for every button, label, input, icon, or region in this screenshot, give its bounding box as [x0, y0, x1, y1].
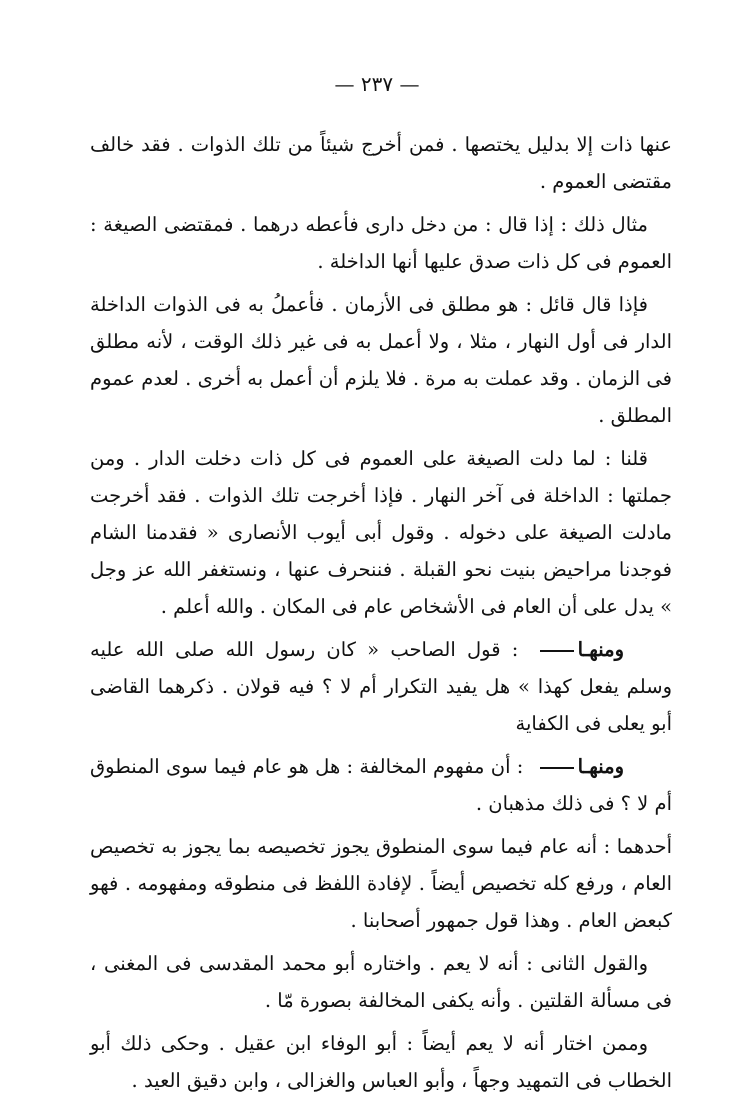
- paragraph: [90, 440, 672, 625]
- paragraph-text: مثال ذلك : إذا قال : من دخل دارى فأعطه درهما . فمقتضى الصيغة : العموم فى كل ذات صدق عليها أنها الداخلة .: [90, 213, 672, 273]
- paragraph: [90, 748, 672, 822]
- paragraph: [90, 1025, 672, 1099]
- paragraph: [90, 206, 672, 280]
- body-text: [90, 126, 672, 1105]
- paragraph-text: عنها ذات إلا بدليل يختصها . فمن أخرج شيئاً من تلك الذوات . فقد خالف مقتضى العموم .: [90, 133, 672, 193]
- paragraph: [90, 828, 672, 939]
- paragraph-text: : أن مفهوم المخالفة : هل هو عام فيما سوى المنطوق أم لا ؟ فى ذلك مذهبان .: [90, 755, 672, 815]
- paragraph: [90, 945, 672, 1019]
- paragraph: [90, 286, 672, 434]
- paragraph-text: : قول الصاحب « كان رسول الله صلى الله عليه وسلم يفعل كهذا » هل يفيد التكرار أم لا ؟ فيه قولان . ذكرهما القاضى أبو يعلى فى الكفاية: [90, 638, 672, 735]
- paragraph-text: قلنا : لما دلت الصيغة على العموم فى كل ذات دخلت الدار . ومن جملتها : الداخلة فى آخر النهار . فإذا أخرجت تلك الذوات . فقد أخرجت مادلت الصيغة على دخوله . وقول أبى أيوب الأنصارى « فقدمنا الشام فوجدنا مراحيض بنيت نحو القبلة . فننحرف عنها ، ونستغفر الله عز وجل » يدل على أن العام فى الأشخاص عام فى المكان . والله أعلم .: [90, 447, 672, 618]
- paragraph-text: فإذا قال قائل : هو مطلق فى الأزمان . فأعملُ به فى الذوات الداخلة الدار فى أول النهار ، مثلا ، ولا أعمل به فى غير ذلك الوقت ، لأنه مطلق فى الزمان . وقد عملت به مرة . فلا يلزم أن أعمل به أخرى . لعدم عموم المطلق .: [90, 293, 672, 427]
- paragraph-text: أحدهما : أنه عام فيما سوى المنطوق يجوز تخصيصه بما يجوز به تخصيص العام ، ورفع كله تخصيص أيضاً . لإفادة اللفظ فى منطوقه ومفهومه . فهو كبعض العام . وهذا قول جمهور أصحابنا .: [90, 835, 672, 932]
- paragraph: [90, 631, 672, 742]
- paragraph-text: وممن اختار أنه لا يعم أيضاً : أبو الوفاء ابن عقيل . وحكى ذلك أبو الخطاب فى التمهيد وجهاً ، وأبو العباس والغزالى ، وابن دقيق العيد .: [90, 1032, 672, 1092]
- paragraph-text: والقول الثانى : أنه لا يعم . واختاره أبو محمد المقدسى فى المغنى ، فى مسألة القلتين . وأنه يكفى المخالفة بصورة مّا .: [90, 952, 672, 1012]
- section-heading: ومنهـا: [530, 748, 648, 785]
- paragraph: [90, 126, 672, 200]
- page-number: — ٢٣٧ —: [334, 72, 420, 96]
- section-heading: ومنهـا: [530, 631, 648, 668]
